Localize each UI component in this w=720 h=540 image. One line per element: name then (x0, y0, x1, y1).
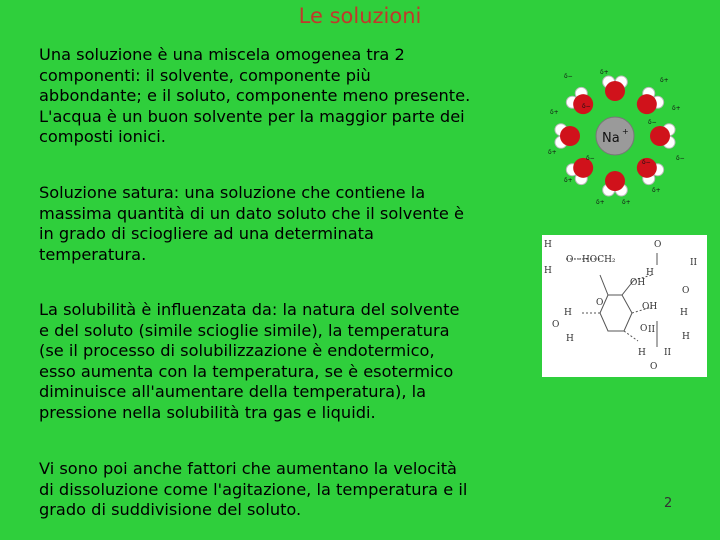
sugar-h-5: H (566, 334, 574, 344)
oxygen-atom (605, 81, 625, 101)
oxygen-atom (650, 126, 670, 146)
sugar-h-8: H (638, 348, 646, 358)
oxygen-atom (560, 126, 580, 146)
sugar-o-4: O (552, 320, 560, 330)
sugar-h-2: H (544, 266, 552, 276)
sugar-h-1: H (544, 240, 552, 250)
sodium-hydration-figure (542, 64, 690, 214)
sugar-ii-2: II (648, 325, 656, 335)
oxygen-atom (637, 94, 657, 114)
sugar-o-1: O (654, 240, 662, 250)
delta-plus-label: δ+ (622, 199, 631, 206)
sugar-hydration-figure (542, 235, 707, 377)
paragraph-saturated: Soluzione satura: una soluzione che contiene la massima quantità di un dato soluto che il solvente è in grado di sciogliere ad una determinata temperatura. (39, 183, 464, 264)
sugar-hoch2: O···HOCH₂ (566, 255, 616, 265)
paragraph-solubility-factors: La solubilità è influenzata da: la natura del solvente e del soluto (simile scioglie simile), la temperatura (se il processo di solubilizzazione è endotermico, esso aumenta con la temperatura, se è esotermico diminuisce all'aumentare della temperatura), la pressione nella solubilità tra gas e liquidi. (39, 300, 460, 422)
sugar-o-6: O (650, 362, 658, 372)
delta-plus-label: δ+ (548, 149, 557, 156)
sugar-h-3: H (646, 268, 654, 278)
sugar-oh-1: OH (630, 278, 646, 288)
slide-title: Le soluzioni (298, 4, 422, 28)
sugar-h-4: H (564, 308, 572, 318)
delta-plus-label: δ+ (660, 77, 669, 84)
delta-minus-label: δ− (586, 155, 595, 162)
delta-plus-label: δ+ (652, 187, 661, 194)
delta-minus-label: δ− (676, 155, 685, 162)
sugar-h-7: H (682, 332, 690, 342)
paragraph-definition: Una soluzione è una miscela omogenea tra 2 componenti: il solvente, componente più abbondante; e il soluto, componente meno presente. L'acqua è un buon solvente per la maggior parte dei composti ionici. (39, 45, 471, 147)
sodium-ion-charge: + (622, 127, 629, 136)
delta-minus-label: δ− (642, 159, 651, 166)
delta-plus-label: δ+ (550, 109, 559, 116)
delta-plus-label: δ+ (600, 69, 609, 76)
sugar-ii-1: II (690, 258, 698, 268)
sugar-oh-2: OH (642, 302, 658, 312)
delta-minus-label: δ− (648, 119, 657, 126)
delta-plus-label: δ+ (672, 105, 681, 112)
delta-plus-label: δ+ (564, 177, 573, 184)
sugar-ii-3: II (664, 348, 672, 358)
delta-plus-label: δ+ (596, 199, 605, 206)
sodium-ion-label: Na (602, 131, 620, 146)
page-number: 2 (664, 496, 673, 511)
paragraph-dissolution-rate: Vi sono poi anche fattori che aumentano la velocità di dissoluzione come l'agitazione, la temperatura e il grado di suddivisione del soluto. (39, 459, 468, 520)
sugar-o-5: O (640, 324, 648, 334)
sugar-o-2: O (682, 286, 690, 296)
oxygen-atom (605, 171, 625, 191)
delta-minus-label: δ− (564, 73, 573, 80)
sugar-h-6: H (680, 308, 688, 318)
sugar-o-3: O (596, 298, 604, 308)
delta-minus-label: δ− (582, 103, 591, 110)
